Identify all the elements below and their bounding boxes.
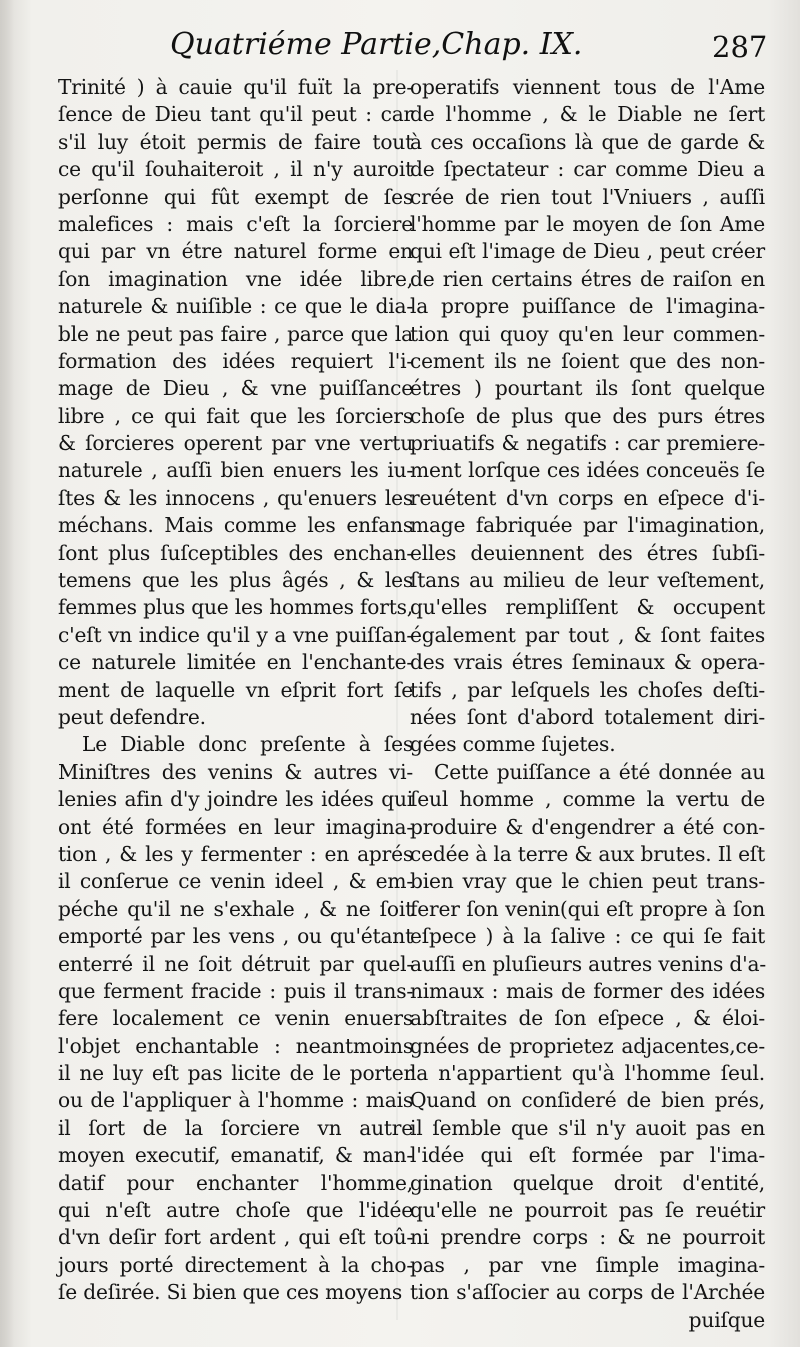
text-line: ſtes & les innocens , qu'enuers les — [58, 485, 413, 510]
text-line: Le Diable donc preſente à ſes — [82, 732, 413, 757]
text-line: il ne luy eſt pas licite de le porter — [58, 1061, 413, 1086]
text-line: ce naturele limitée en l'enchante- — [58, 650, 413, 675]
text-line: Trinité ) à cauie qu'il fuït la pre- — [58, 75, 413, 99]
text-line: peut defendre. — [58, 704, 206, 729]
text-line: ont été formées en leur imagina- — [58, 814, 413, 839]
text-line: libre , ce qui fait que les ſorciers — [58, 403, 413, 428]
text-line: il conſerue ce venin ideel , & em- — [58, 869, 413, 894]
text-line: choſe de plus que des purs étres — [410, 403, 765, 428]
text-line: ſon imagination vne idée libre, — [58, 266, 413, 291]
text-line: qui eſt l'image de Dieu , peut créer — [410, 239, 765, 264]
right-text-column — [410, 74, 765, 1334]
text-line: il ſort de la ſorciere vn autre — [58, 1115, 413, 1140]
text-line: ce qu'il ſouhaiteroit , il n'y auroit — [58, 157, 413, 182]
text-line: tion s'aſſocier au corps de l'Archée — [410, 1280, 765, 1305]
text-line: fere localement ce venin enuers — [58, 1006, 413, 1031]
text-line: la n'appartient qu'à l'homme ſeul. — [410, 1061, 765, 1086]
left-text-column — [58, 74, 413, 1307]
text-line: péche qu'il ne s'exhale , & ne ſoit — [58, 896, 413, 921]
text-line: crée de rien tout l'Vniuers , auſſi — [410, 184, 765, 209]
text-line: s'il luy étoit permis de faire tout — [58, 129, 413, 154]
text-line: abſtraites de ſon eſpece , & éloi- — [410, 1006, 765, 1031]
text-line: qu'elle ne pourroit pas ſe reuétir — [410, 1198, 765, 1223]
text-line: reuétent d'vn corps en eſpece d'i- — [410, 485, 765, 510]
text-line: également par tout , & ſont faites — [410, 622, 765, 647]
text-line: femmes plus que les hommes forts, — [58, 595, 413, 620]
text-line: Cette puiſſance a été donnée au — [434, 759, 765, 784]
text-line: ou de l'appliquer à l'homme : mais — [58, 1088, 413, 1113]
text-line: mage fabriquée par l'imagination, — [410, 513, 765, 538]
text-line: ni prendre corps : & ne pourroit — [410, 1225, 765, 1250]
text-line: jours porté directement à la cho- — [58, 1252, 413, 1277]
text-line: ſence de Dieu tant qu'il peut : car — [58, 102, 413, 127]
text-line: ferer ſon venin(qui eſt propre à ſon — [410, 896, 765, 921]
text-line: il ſemble que s'il n'y auoit pas en — [410, 1115, 765, 1140]
text-line: de rien certains étres de raiſon en — [410, 266, 765, 291]
text-line: ſeul homme , comme la vertu de — [410, 787, 765, 812]
text-line: lenies afin d'y joindre les idées qui — [58, 787, 413, 812]
text-line: qui par vn étre naturel forme en — [58, 239, 413, 264]
text-line: ſe deſirée. Si bien que ces moyens — [58, 1280, 402, 1305]
text-line: tion qui quoy qu'en leur commen- — [410, 321, 765, 346]
text-line: formation des idées requiert l'i- — [58, 348, 413, 373]
text-line: moyen executif, emanatif, & man- — [58, 1143, 413, 1168]
text-line: la propre puiſſance de l'imagina- — [410, 294, 765, 319]
text-line: naturele & nuiſible : ce que le dia- — [58, 294, 413, 319]
text-line: cedée à la terre & aux brutes. Il eſt — [410, 841, 765, 866]
text-line: nées ſont d'abord totalement diri- — [410, 704, 765, 729]
text-line: elles deuiennent des étres ſubſi- — [410, 540, 765, 565]
text-line: ble ne peut pas faire , parce que la — [58, 321, 413, 346]
text-line: operatifs viennent tous de l'Ame — [410, 75, 765, 99]
text-line: enterré il ne ſoit détruit par quel- — [58, 951, 413, 976]
text-line: cement ils ne ſoient que des non- — [410, 348, 765, 373]
text-line: auſſi en pluſieurs autres venins d'a- — [410, 951, 766, 976]
text-line: puiſque — [688, 1307, 765, 1332]
text-line: gnées de proprietez adjacentes,ce- — [410, 1033, 765, 1058]
text-line: l'objet enchantable : neantmoins — [58, 1033, 413, 1058]
text-line: ment de laquelle vn eſprit fort ſe — [58, 677, 413, 702]
text-line: c'eſt vn indice qu'il y a vne puiſſan- — [58, 622, 413, 647]
text-line: naturele , auſſi bien enuers les iu- — [58, 458, 413, 483]
text-line: malefices : mais c'eſt la ſorciere — [58, 211, 413, 236]
text-line: de l'homme , & le Diable ne ſert — [410, 102, 765, 127]
text-line: priuatifs & negatifs : car premiere- — [410, 431, 765, 456]
text-line: perſonne qui fût exempt de ſes — [58, 184, 413, 209]
text-line: d'vn deſir fort ardent , qui eſt toû- — [58, 1225, 413, 1250]
text-line: l'homme par le moyen de ſon Ame — [410, 211, 765, 236]
text-line: tion , & les y fermenter : en aprés — [58, 841, 413, 866]
text-line: à ces occaſions là que de garde & — [410, 129, 765, 154]
text-line: eſpece ) à la ſalive : ce qui ſe fait — [410, 924, 765, 949]
text-line: ment lorſque ces idées conceuës ſe — [410, 458, 765, 483]
text-line: emporté par les vens , ou qu'étant — [58, 924, 413, 949]
text-line: & ſorcieres operent par vne vertu — [58, 431, 413, 456]
binding-shadow — [0, 0, 14, 1347]
text-line: que ferment fracide : puis il trans- — [58, 978, 413, 1003]
text-line: qui n'eſt autre choſe que l'idée — [58, 1198, 413, 1223]
text-line: l'idée qui eſt formée par l'ima- — [410, 1143, 765, 1168]
text-line: datif pour enchanter l'homme, — [58, 1170, 413, 1195]
text-line: mage de Dieu , & vne puiſſance — [58, 376, 413, 401]
text-line: temens que les plus âgés , & les — [58, 568, 413, 593]
text-line: étres ) pourtant ils ſont quelque — [410, 376, 765, 401]
text-line: bien vray que le chien peut trans- — [410, 869, 765, 894]
page-header — [0, 24, 800, 68]
text-line: pas , par vne ſimple imagina- — [410, 1252, 765, 1277]
text-line: qu'elles rempliſſent & occupent — [410, 595, 765, 620]
text-line: ſtans au milieu de leur veſtement, — [410, 568, 765, 593]
text-line: tifs , par leſquels les choſes deſti- — [410, 677, 765, 702]
text-line: ſont plus ſuſceptibles des enchan- — [58, 540, 413, 565]
text-line: de ſpectateur : car comme Dieu a — [410, 157, 765, 182]
text-line: gées comme ſujetes. — [410, 732, 616, 757]
text-line: Quand on conſideré de bien prés, — [410, 1088, 765, 1113]
text-line: gination quelque droit d'entité, — [410, 1170, 765, 1195]
running-title: Quatriéme Partie,Chap. IX. — [170, 27, 583, 62]
text-line: des vrais étres ſeminaux & opera- — [410, 650, 765, 675]
page-number: 287 — [712, 30, 768, 64]
text-line: produire & d'engendrer a été con- — [410, 814, 765, 839]
text-line: Miniſtres des venins & autres vi- — [58, 759, 413, 784]
text-line: nimaux : mais de former des idées — [410, 978, 765, 1003]
text-line: méchans. Mais comme les enfans — [58, 513, 413, 538]
